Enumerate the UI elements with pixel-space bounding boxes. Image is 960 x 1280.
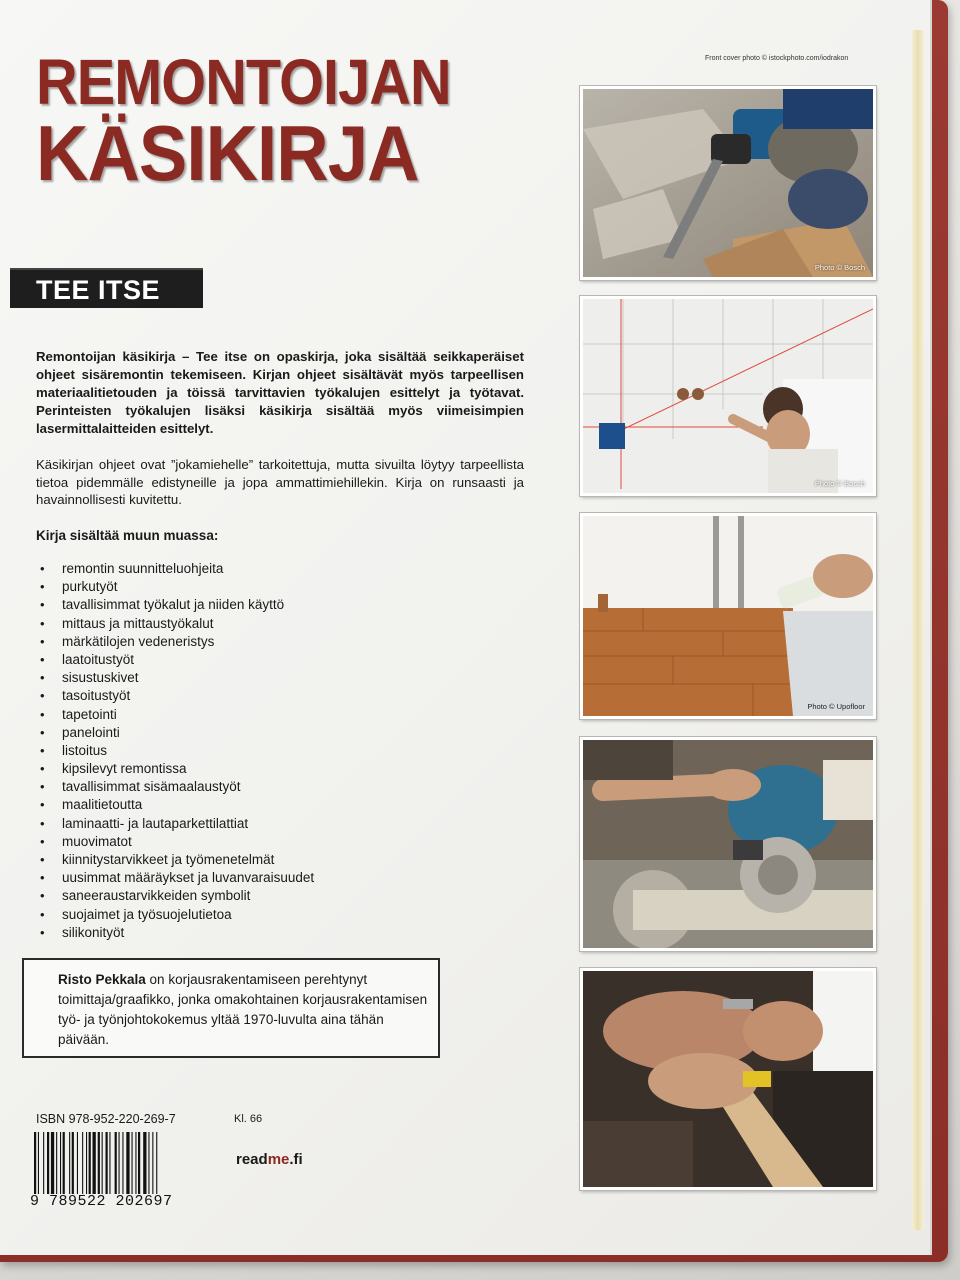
photo-credit: Photo © Bosch — [814, 479, 865, 488]
list-item: • laatoitustyöt — [36, 651, 314, 669]
barcode-digits: 9 789522 202697 — [30, 1193, 173, 1210]
series-label: TEE ITSE — [10, 268, 203, 308]
topics-list — [36, 560, 314, 942]
list-item: • tavallisimmat sisämaalaustyöt — [36, 778, 314, 796]
publisher-me: me — [267, 1151, 290, 1168]
intro-lead: Remontoijan käsikirja – Tee itse — [36, 349, 248, 364]
photo-credit: Photo © Upofloor — [807, 702, 865, 711]
list-item: • sisustuskivet — [36, 669, 314, 687]
list-item: • maalitietoutta — [36, 796, 314, 814]
author-box — [22, 958, 440, 1058]
photo-credit: Photo © Bosch — [814, 263, 865, 272]
spine-edge — [912, 30, 924, 1230]
intro-paragraph: Käsikirjan ohjeet ovat ”jokamiehelle” tarkoitettuja, mutta sivuilta löytyy tarpeellista tietoa pidemmälle edistyneille ja jopa ammattimiehillekin. Kirja on runsaasti ja havainnollisesti kuvitettu. — [36, 457, 524, 507]
list-item: • tavallisimmat työkalut ja niiden käyttö — [36, 596, 314, 614]
front-cover-photo-credit: Front cover photo © istockphoto.com/iodrakon — [705, 55, 849, 62]
list-item: • silikonityöt — [36, 924, 314, 942]
author-bio: on korjausrakentamiseen perehtynyt toimittaja/graafikko, jonka omakohtainen korjausrakentamisen työ- ja työnjohtokokemus yltää 1970-luvulta aina tähän päivään. — [58, 972, 428, 1047]
list-item: • panelointi — [36, 724, 314, 742]
intro-paragraph-bold — [36, 348, 524, 438]
list-item: • muovimatot — [36, 833, 314, 851]
list-item: • suojaimet ja työsuojelutietoa — [36, 906, 314, 924]
photo-miter-saw — [580, 737, 876, 951]
intro-bold-text: on opaskirja, joka sisältää seikkaperäiset ohjeet sisäremontin tekemiseen. Kirjan ohjeet sisältävät myös tarpeellisen materiaalitietouden ja töissä tarvittavien työkalujen esittelyt ja työtavat. Perinteisten työkalujen lisäksi käsikirja sisältää myös viimeisimpien lasermittalaitteiden esittelyt. — [36, 349, 524, 436]
list-item: • listoitus — [36, 742, 314, 760]
topics-heading: Kirja sisältää muun muassa: — [36, 528, 219, 543]
list-item: • märkätilojen vedeneristys — [36, 633, 314, 651]
photo-demolition — [580, 86, 876, 280]
title-line-2: KÄSIKIRJA — [36, 109, 419, 197]
list-item: • laminaatti- ja lautaparkettilattiat — [36, 815, 314, 833]
list-item: • saneeraustarvikkeiden symbolit — [36, 887, 314, 905]
list-item: • uusimmat määräykset ja luvanvaraisuudet — [36, 869, 314, 887]
publisher-domain: .fi — [289, 1151, 303, 1168]
photo-laminate — [580, 513, 876, 719]
list-item: • kipsilevyt remontissa — [36, 760, 314, 778]
list-item: • tapetointi — [36, 706, 314, 724]
list-item: • tasoitustyöt — [36, 687, 314, 705]
book-title — [36, 46, 497, 197]
classification: Kl. 66 — [234, 1113, 263, 1125]
title-line-1: REMONTOIJAN — [36, 46, 451, 118]
list-item: • remontin suunnitteluohjeita — [36, 560, 314, 578]
photo-floorboard — [580, 968, 876, 1190]
list-item: • kiinnitystarvikkeet ja työmenetelmät — [36, 851, 314, 869]
list-item: • mittaus ja mittaustyökalut — [36, 615, 314, 633]
publisher-read: read — [236, 1151, 268, 1168]
photo-tiling — [580, 296, 876, 496]
barcode — [32, 1132, 194, 1194]
author-name: Risto Pekkala — [58, 972, 146, 987]
publisher-logo — [236, 1151, 303, 1168]
list-item: • purkutyöt — [36, 578, 314, 596]
isbn: ISBN 978-952-220-269-7 — [36, 1112, 176, 1126]
